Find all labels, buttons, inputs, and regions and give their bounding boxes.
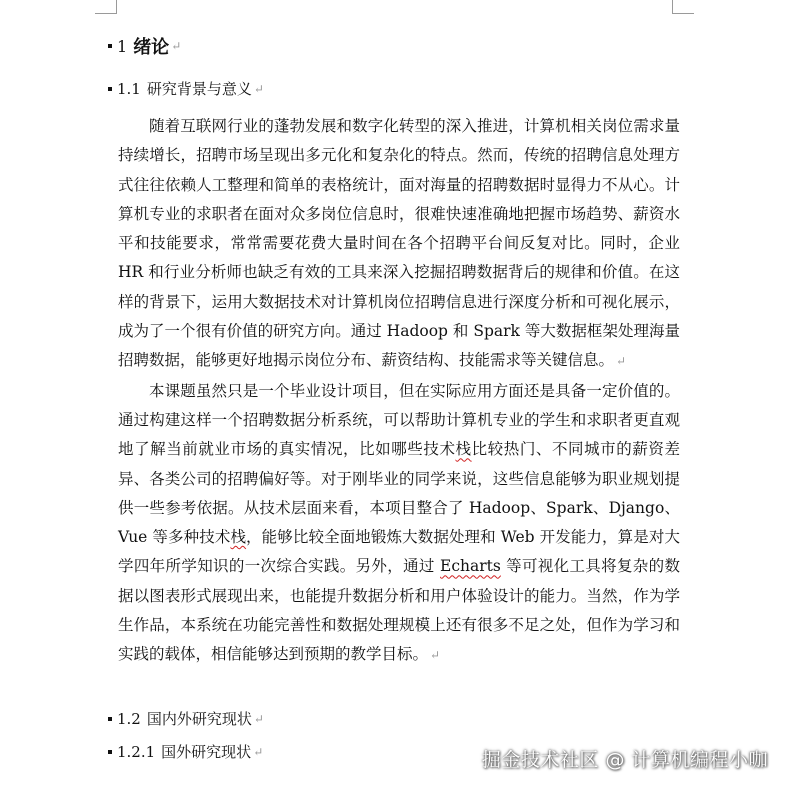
crop-mark-top-right-vertical <box>672 0 673 14</box>
heading-number: 1.1 <box>117 79 141 98</box>
heading-bullet-icon <box>108 44 112 48</box>
spell-check-word: 栈 <box>230 528 247 547</box>
paragraph-mark-icon: ↵ <box>253 81 264 96</box>
heading-chapter-1[interactable] <box>108 33 181 59</box>
paragraph-text: 随着互联网行业的蓬勃发展和数字化转型的深入推进，计算机相关岗位需求量持续增长，招聘市场呈现出多元化和复杂化的特点。然而，传统的招聘信息处理方式往往依赖人工整理和简单的表格统计，面对海量的招聘数据时显得力不从心。计算机专业的求职者在面对众多岗位信息时，很难快速准确地把握市场趋势、薪资水平和技能要求，常常需要花费大量时间在各个招聘平台间反复对比。同时，企业 HR 和行业分析师也缺乏有效的工具来深入挖掘招聘数据背后的规律和价值。在这样的背景下，运用大数据技术对计算机岗位招聘信息进行深度分析和可视化展示，成为了一个很有价值的研究方向。通过 Hadoop 和 Spark 等大数据框架处理海量招聘数据，能够更好地揭示岗位分布、薪资结构、技能需求等关键信息。 <box>118 117 680 370</box>
paragraph-background[interactable] <box>118 112 680 377</box>
paragraph-text: 比较热门、不同城市的薪资差异、各类公司的招聘偏好等。对于刚毕业的同学来说，这些信息能够为职业规划提供一些参考依据。从技术层面来看，本项目整合了 Hadoop、Spark、Django、Vue 等多种技术 <box>118 440 680 547</box>
watermark: 掘金技术社区 @ 计算机编程小咖 <box>481 749 768 771</box>
crop-mark-top-left-vertical <box>116 0 117 14</box>
heading-number: 1 <box>117 36 128 56</box>
heading-number: 1.2.1 <box>117 742 156 761</box>
paragraph-mark-icon: ↵ <box>616 354 627 369</box>
paragraph-significance[interactable] <box>118 377 680 671</box>
heading-bullet-icon <box>108 87 112 91</box>
crop-mark-top-right-horizontal <box>672 13 694 14</box>
crop-mark-top-left-horizontal <box>95 13 117 14</box>
paragraph-mark-icon: ↵ <box>430 648 441 663</box>
heading-title: 绪论 <box>133 37 170 58</box>
paragraph-mark-icon: ↵ <box>171 39 182 53</box>
spell-check-word: Echarts <box>440 557 501 576</box>
heading-bullet-icon <box>108 750 112 754</box>
heading-bullet-icon <box>108 717 112 721</box>
paragraph-text: 本课题虽然只是一个毕业设计项目，但在实际应用方面还是具备一定价值的。通过构建这样一个招聘数据分析系统，可以帮助计算机专业的学生和求职者更直观地了解当前就业市场的真实情况，比如哪些技术 <box>118 381 680 459</box>
paragraph-mark-icon: ↵ <box>253 744 264 759</box>
heading-section-1-1[interactable] <box>108 78 264 99</box>
heading-title: 研究背景与意义 <box>146 80 252 98</box>
heading-title: 国内外研究现状 <box>146 710 252 728</box>
paragraph-text: ，能够比较全面地锻炼大数据处理和 Web 开发能力，算是对大学四年所学知识的一次综合实践。另外，通过 <box>118 528 680 576</box>
heading-section-1-2-1[interactable] <box>108 741 263 762</box>
heading-number: 1.2 <box>117 709 141 728</box>
body-text[interactable] <box>118 112 680 671</box>
paragraph-mark-icon: ↵ <box>253 711 264 726</box>
heading-title: 国外研究现状 <box>161 743 252 761</box>
spell-check-word: 栈 <box>455 440 472 459</box>
heading-section-1-2[interactable] <box>108 708 264 729</box>
paragraph-text: 等可视化工具将复杂的数据以图表形式展现出来，也能提升数据分析和用户体验设计的能力。当然，作为学生作品，本系统在功能完善性和数据处理规模上还有很多不足之处，但作为学习和实践的载体，相信能够达到预期的教学目标。 <box>118 557 680 664</box>
